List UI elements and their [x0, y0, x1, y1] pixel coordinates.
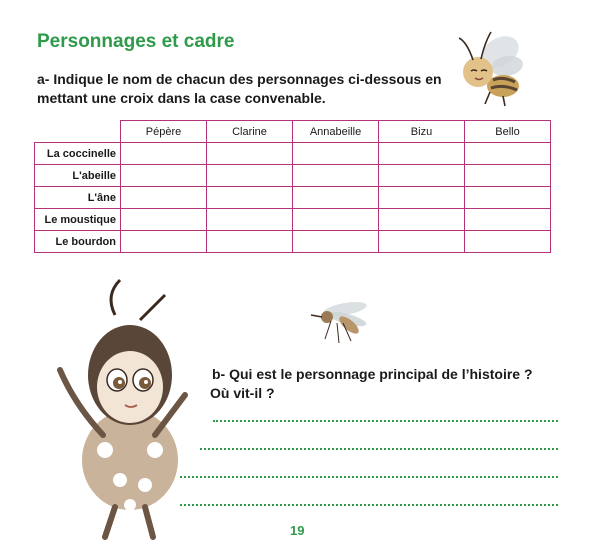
answer-cell[interactable] [207, 231, 293, 253]
answer-cell[interactable] [465, 209, 551, 231]
table-row [35, 231, 551, 253]
row-label: L'âne [35, 187, 121, 209]
row-label: Le moustique [35, 209, 121, 231]
question-b-line1: b- Qui est le personnage principal de l’histoire ? [212, 366, 533, 382]
answer-cell[interactable] [293, 165, 379, 187]
table-row [35, 143, 551, 165]
answer-line[interactable] [180, 476, 558, 478]
answer-cell[interactable] [379, 143, 465, 165]
answer-cell[interactable] [379, 231, 465, 253]
question-a: a- Indique le nom de chacun des personnages ci-dessous en mettant une croix dans la case convenable. [37, 71, 442, 106]
column-header: Bizu [379, 121, 465, 143]
answer-cell[interactable] [379, 209, 465, 231]
question-b [212, 365, 582, 403]
table-row [35, 187, 551, 209]
column-header: Clarine [207, 121, 293, 143]
row-label: La coccinelle [35, 143, 121, 165]
answer-cell[interactable] [121, 187, 207, 209]
answer-line[interactable] [200, 448, 558, 450]
answer-cell[interactable] [121, 231, 207, 253]
mosquito-illustration [305, 295, 375, 350]
answer-line[interactable] [180, 504, 558, 506]
answer-cell[interactable] [207, 187, 293, 209]
answer-cell[interactable] [465, 231, 551, 253]
column-header: Annabeille [293, 121, 379, 143]
answer-cell[interactable] [293, 187, 379, 209]
answer-cell[interactable] [207, 143, 293, 165]
answer-cell[interactable] [121, 209, 207, 231]
answer-cell[interactable] [379, 165, 465, 187]
row-label: L'abeille [35, 165, 121, 187]
answer-cell[interactable] [293, 143, 379, 165]
answer-cell[interactable] [379, 187, 465, 209]
section-title: Personnages et cadre [37, 31, 235, 52]
column-header: Bello [465, 121, 551, 143]
row-label: Le bourdon [35, 231, 121, 253]
table-row [35, 165, 551, 187]
answer-cell[interactable] [465, 187, 551, 209]
answer-cell[interactable] [207, 165, 293, 187]
table-row [35, 209, 551, 231]
ladybug-illustration [45, 275, 205, 540]
column-header: Pépère [121, 121, 207, 143]
answer-cell[interactable] [207, 209, 293, 231]
page-number: 19 [290, 523, 305, 538]
question-b-line2: Où vit-il ? [210, 385, 275, 401]
bee-illustration [445, 20, 535, 110]
table-corner [35, 121, 121, 143]
character-table [34, 120, 551, 253]
answer-cell[interactable] [293, 209, 379, 231]
answer-cell[interactable] [121, 143, 207, 165]
answer-line[interactable] [213, 420, 558, 422]
answer-cell[interactable] [465, 165, 551, 187]
answer-cell[interactable] [465, 143, 551, 165]
answer-cell[interactable] [293, 231, 379, 253]
answer-cell[interactable] [121, 165, 207, 187]
